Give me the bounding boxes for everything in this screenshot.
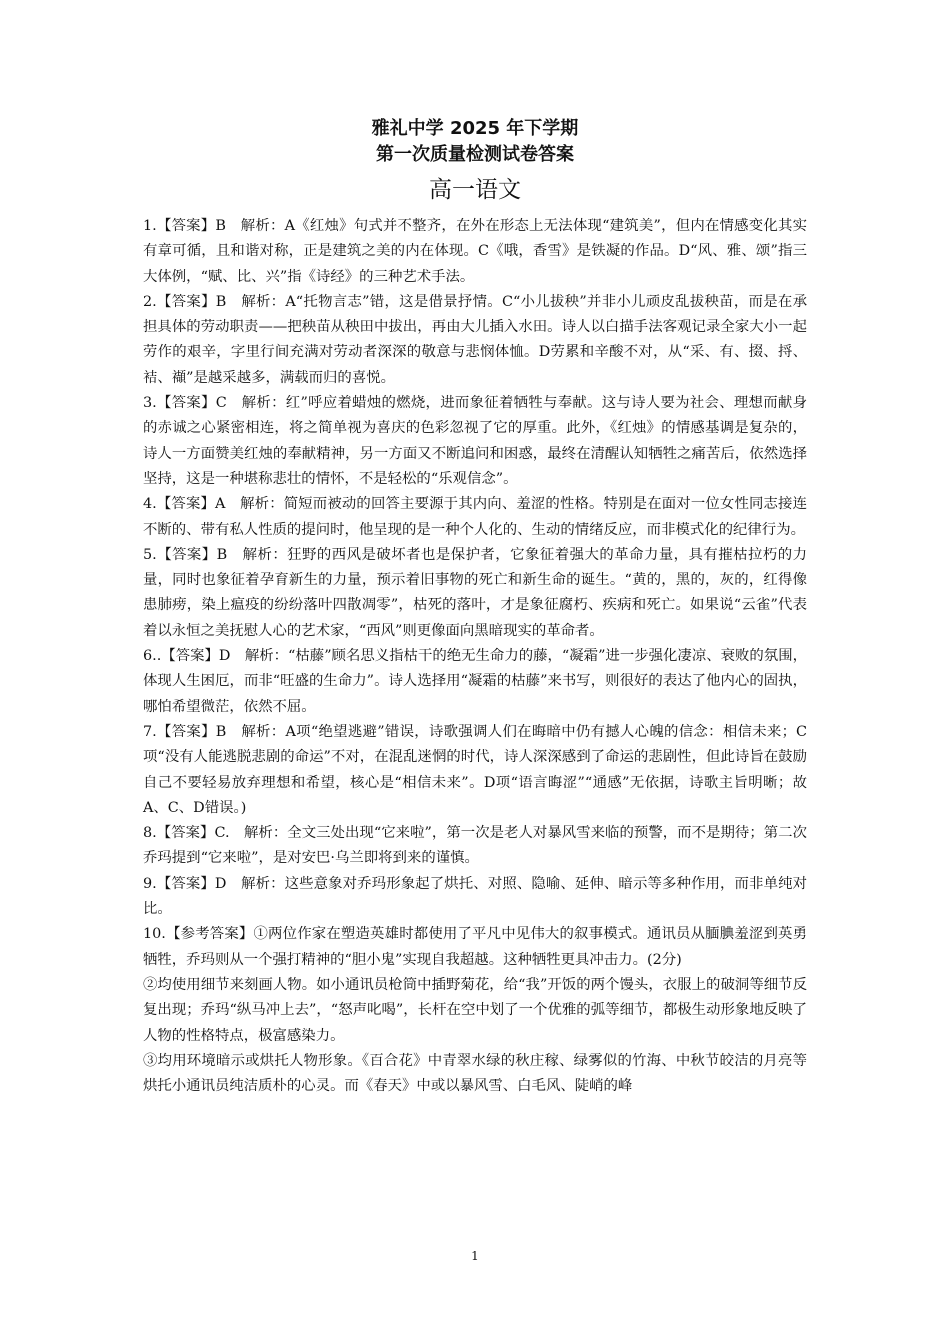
page-number: 1 <box>471 1249 479 1263</box>
answer-10-point-2: ②均使用细节来刻画人物。如小通讯员枪筒中插野菊花，给“我”开饭的两个馒头，衣服上的破洞等细节反复出现；乔玛“纵马冲上去”，“怒声叱喝”，长杆在空中划了一个优雅的弧等细节，都极生动形象地反映了人物的性格特点，极富感染力。 <box>143 976 807 1044</box>
answer-10-point-3: ③均用环境暗示或烘托人物形象。《百合花》中青翠水绿的秋庄稼、绿雾似的竹海、中秋节皎洁的月亮等烘托小通讯员纯洁质朴的心灵。而《春天》中或以暴风雪、白毛风、陡峭的峰 <box>143 1052 807 1095</box>
answer-1: 1.【答案】B 解析：A《红烛》句式并不整齐，在外在形态上无法体现“建筑美”，但内在情感变化其实有章可循，且和谐对称，正是建筑之美的内在体现。C《哦，香雪》是铁凝的作品。D“风、雅、颂”指三大体例，“赋、比、兴”指《诗经》的三种艺术手法。 <box>143 218 807 285</box>
answer-7: 7.【答案】B 解析：A项“绝望逃避”错误，诗歌强调人们在晦暗中仍有撼人心魄的信念：相信未来；C项“没有人能逃脱悲剧的命运”不对，在混乱迷惘的时代，诗人深深感到了命运的悲剧性，但此诗旨在鼓励自己不要轻易放弃理想和希望，核心是“相信未来”。D项“语言晦涩”“通感”无依据，诗歌主旨明晰；故A、C、D错误。) <box>143 723 807 816</box>
answer-9: 9.【答案】D 解析：这些意象对乔玛形象起了烘托、对照、隐喻、延伸、暗示等多种作用，而非单纯对比。 <box>143 875 807 918</box>
answer-body <box>143 214 807 1099</box>
school-term-title: 雅礼中学 2025 年下学期 <box>371 118 579 139</box>
answer-8: 8.【答案】C. 解析：全文三处出现“它来啦”，第一次是老人对暴风雪来临的预警，而不是期待；第二次乔玛提到“它来啦”，是对安巴·乌兰即将到来的谨慎。 <box>143 825 807 867</box>
answer-4: 4.【答案】A 解析：简短而被动的回答主要源于其内向、羞涩的性格。特别是在面对一位女性同志接连不断的、带有私人性质的提问时，他呈现的是一种个人化的、生动的情绪反应，而非模式化的纪律行为。 <box>143 496 807 538</box>
answer-6: 6..【答案】D 解析：“枯藤”顾名思义指枯干的绝无生命力的藤，“凝霜”进一步强化凄凉、衰败的氛围，体现人生困厄，而非“旺盛的生命力”。诗人选择用“凝霜的枯藤”来书写，则很好的表达了他内心的固执，哪怕希望微茫，依然不屈。 <box>143 648 807 715</box>
answer-10: 10.【参考答案】①两位作家在塑造英雄时都使用了平凡中见伟大的叙事模式。通讯员从腼腆羞涩到英勇牺牲，乔玛则从一个强打精神的“胆小鬼”实现自我超越。这种牺牲更具冲击力。(2分) <box>143 926 807 968</box>
answer-3: 3.【答案】C 解析：红”呼应着蜡烛的燃烧，进而象征着牺牲与奉献。这与诗人要为社会、理想而献身的赤诚之心紧密相连，将之简单视为喜庆的色彩忽视了它的厚重。此外，《红烛》的情感基调是复杂的，诗人一方面赞美红烛的奉献精神，另一方面又不断追问和困惑，最终在清醒认知牺牲之痛苦后，依然选择坚持，这是一种堪称悲壮的情怀，不是轻松的“乐观信念”。 <box>143 395 807 487</box>
exam-title: 第一次质量检测试卷答案 <box>376 144 574 165</box>
answer-5: 5.【答案】B 解析：狂野的西风是破坏者也是保护者，它象征着强大的革命力量，具有摧枯拉朽的力量，同时也象征着孕育新生的力量，预示着旧事物的死亡和新生命的诞生。“黄的，黑的，灰的，红得像患肺痨，染上瘟疫的纷纷落叶四散凋零”，枯死的落叶，才是象征腐朽、疾病和死亡。如果说“云雀”代表着以永恒之美抚慰人心的艺术家，“西风”则更像面向黑暗现实的革命者。 <box>143 546 807 639</box>
subject-title: 高一语文 <box>429 177 521 203</box>
answer-2: 2.【答案】B 解析：A“托物言志”错，这是借景抒情。C“小儿拔秧”并非小儿顽皮乱拔秧苗，而是在承担具体的劳动职责——把秧苗从秧田中拔出，再由大儿插入水田。诗人以白描手法客观记录全家大小一起劳作的艰辛，字里行间充满对劳动者深深的敬意与悲悯体恤。D劳累和辛酸不对，从“采、有、掇、捋、袺、襭”是越采越多，满载而归的喜悦。 <box>143 293 807 386</box>
